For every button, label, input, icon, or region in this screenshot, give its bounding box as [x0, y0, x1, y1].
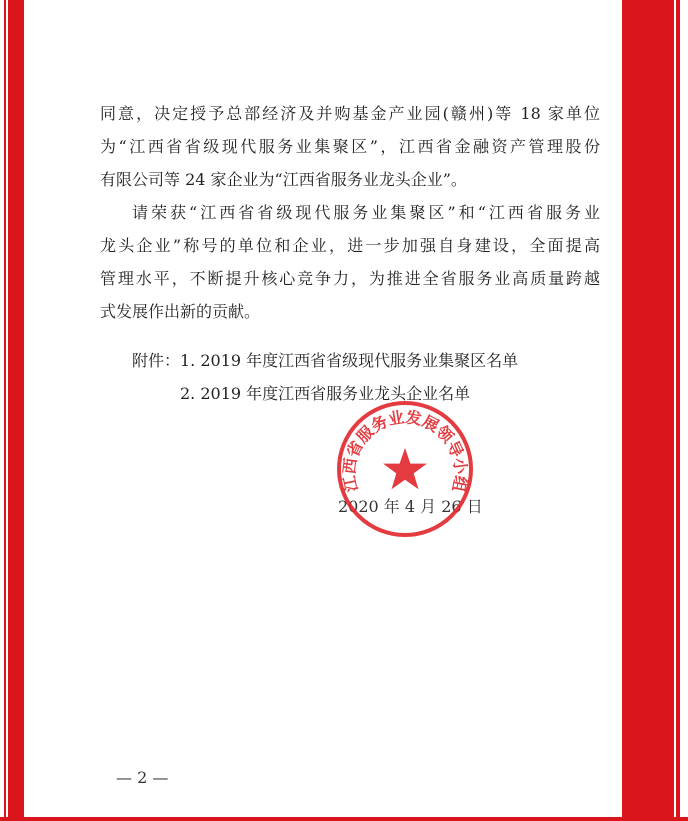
attachment-item-1: 1. 2019 年度江西省省级现代服务业集聚区名单: [180, 351, 519, 370]
body-line-3: 有限公司等 24 家企业为“江西省服务业龙头企业”。: [100, 170, 467, 189]
right-red-border: [622, 0, 688, 821]
body-line-7: 式发展作出新的贡献。: [100, 302, 261, 321]
attachment-label: 附件：: [132, 351, 181, 370]
seal-text: 江西省服务业发展领导小组: [339, 407, 471, 494]
issue-date: 2020 年 4 月 26 日: [338, 497, 483, 516]
bottom-red-border: [0, 817, 688, 821]
official-seal: [334, 398, 476, 540]
right-border-edge: [680, 0, 688, 821]
body-line-2: 为“江西省省级现代服务业集聚区”，江西省金融资产管理股份: [100, 137, 600, 156]
attachment-item-2: 2. 2019 年度江西省服务业龙头企业名单: [180, 384, 471, 403]
document-page: [24, 0, 622, 817]
body-line-6: 管理水平，不断提升核心竞争力，为推进全省服务业高质量跨越: [100, 269, 600, 288]
page-number: — 2 —: [116, 768, 169, 787]
right-border-line: [674, 0, 676, 821]
star-icon: [383, 448, 427, 489]
seal-graphic: [334, 398, 476, 540]
left-red-border: [0, 0, 24, 821]
body-line-5: 龙头企业”称号的单位和企业，进一步加强自身建设，全面提高: [100, 236, 600, 255]
body-line-1: 同意，决定授予总部经济及并购基金产业园(赣州)等 18 家单位: [100, 104, 600, 123]
body-line-4: 请荣获“江西省省级现代服务业集聚区”和“江西省服务业: [132, 203, 600, 222]
left-border-line: [6, 0, 8, 821]
left-border-edge: [0, 0, 4, 821]
